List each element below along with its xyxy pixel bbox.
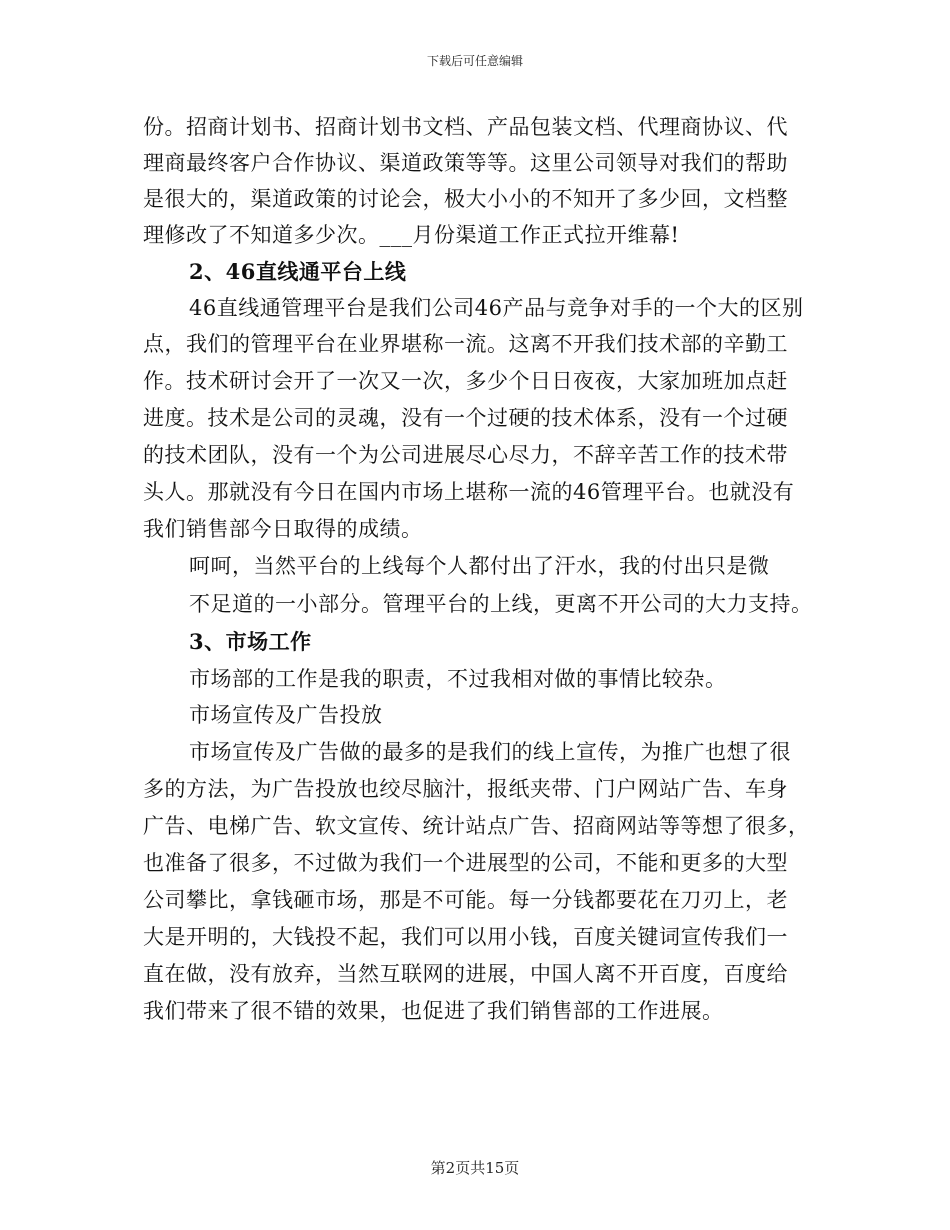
body-line: 多的方法，为广告投放也绞尽脑汁，报纸夹带、门户网站广告、车身 <box>143 777 788 801</box>
body-line: 市场部的工作是我的职责，不过我相对做的事情比较杂。 <box>189 667 727 691</box>
body-line: 呵呵，当然平台的上线每个人都付出了汗水，我的付出只是微 <box>189 554 770 578</box>
body-line: 46直线通管理平台是我们公司46产品与竞争对手的一个大的区别 <box>189 296 804 320</box>
body-line: 也准备了很多，不过做为我们一个进展型的公司，不能和更多的大型 <box>143 851 788 875</box>
page-header: 下载后可任意编辑 <box>426 54 523 68</box>
body-line: 进度。技术是公司的灵魂，没有一个过硬的技术体系，没有一个过硬 <box>143 406 788 430</box>
body-line: 头人。那就没有今日在国内市场上堪称一流的46管理平台。也就没有 <box>143 480 795 504</box>
body-line: 的技术团队，没有一个为公司进展尽心尽力，不辞辛苦工作的技术带 <box>143 443 788 467</box>
body-line: 理修改了不知道多少次。___月份渠道工作正式拉开维幕! <box>143 223 680 247</box>
page-footer: 第2页共15页 <box>430 1159 520 1177</box>
body-line: 我们销售部今日取得的成绩。 <box>143 517 423 541</box>
body-line: 直在做，没有放弃，当然互联网的进展，中国人离不开百度，百度给 <box>143 962 788 986</box>
body-line: 我们带来了很不错的效果，也促进了我们销售部的工作进展。 <box>143 999 724 1023</box>
body-line: 作。技术研讨会开了一次又一次，多少个日日夜夜，大家加班加点赶 <box>143 369 788 393</box>
body-line: 大是开明的，大钱投不起，我们可以用小钱，百度关键词宣传我们一 <box>143 925 788 949</box>
body-line: 份。招商计划书、招商计划书文档、产品包装文档、代理商协议、代 <box>143 115 788 139</box>
section-heading: 3、市场工作 <box>189 629 312 654</box>
body-line: 广告、电梯广告、软文宣传、统计站点广告、招商网站等等想了很多， <box>143 814 810 838</box>
body-line: 理商最终客户合作协议、渠道政策等等。这里公司领导对我们的帮助 <box>143 151 788 175</box>
subsection-title: 市场宣传及广告投放 <box>189 703 383 727</box>
body-line: 公司攀比，拿钱砸市场，那是不可能。每一分钱都要花在刀刃上，老 <box>143 888 788 912</box>
body-line: 市场宣传及广告做的最多的是我们的线上宣传，为推广也想了很 <box>189 740 791 764</box>
body-line: 点，我们的管理平台在业界堪称一流。这离不开我们技术部的辛勤工 <box>143 332 788 356</box>
section-heading: 2、46直线通平台上线 <box>189 259 407 284</box>
body-line: 是很大的，渠道政策的讨论会，极大小小的不知开了多少回，文档整 <box>143 187 788 211</box>
body-line: 不足道的一小部分。管理平台的上线，更离不开公司的大力支持。 <box>189 592 813 616</box>
